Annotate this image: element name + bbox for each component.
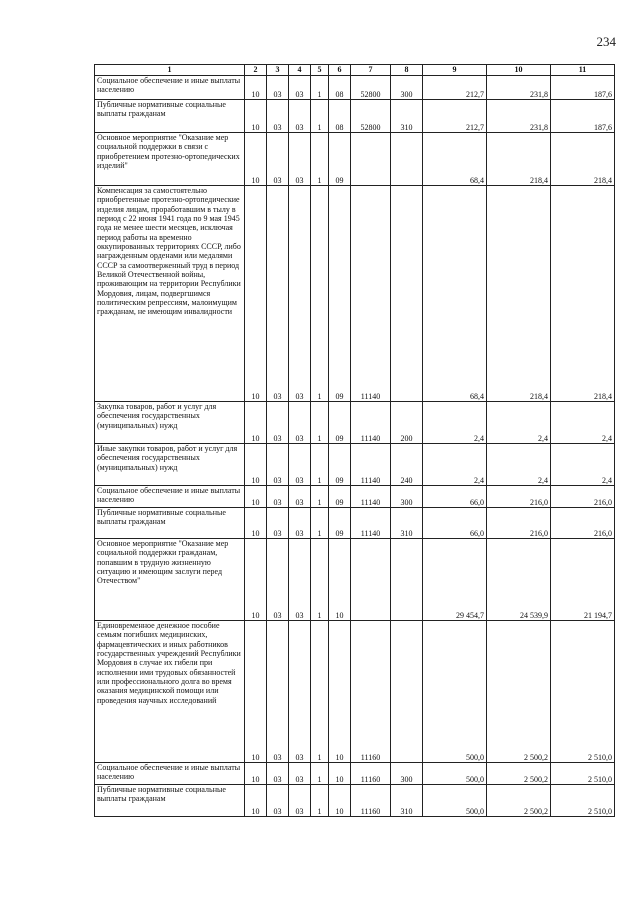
row-amount-v9: 66,0 bbox=[423, 486, 487, 508]
row-code-c5: 1 bbox=[311, 785, 329, 817]
row-code-c4: 03 bbox=[289, 508, 311, 539]
row-code-c7: 11140 bbox=[351, 508, 391, 539]
row-code-c3: 03 bbox=[267, 785, 289, 817]
column-header: 5 bbox=[311, 65, 329, 76]
row-amount-v11: 2 510,0 bbox=[551, 785, 615, 817]
row-code-c7: 52800 bbox=[351, 76, 391, 100]
row-description: Публичные нормативные социальные выплаты гражданам bbox=[95, 508, 245, 539]
row-code-c5: 1 bbox=[311, 186, 329, 402]
row-amount-v10: 24 539,9 bbox=[487, 539, 551, 621]
row-amount-v11: 216,0 bbox=[551, 486, 615, 508]
table-row bbox=[95, 621, 615, 763]
row-description: Компенсация за самостоятельно приобретенные протезно-ортопедические изделия лицам, проработавшим в тылу в период с 22 июня 1941 года по 9 мая 1945 года не менее шести месяцев, исключая период работы на временно оккупированных территориях СССР, либо награжденным орденами или медалями СССР за самоотверженный труд в период Великой Отечественной войны, проживающим на территории Республики Мордовия, лицам, подвергшимся политическим репрессиям, малоимущим гражданам, не имеющим инвалидности bbox=[95, 186, 245, 402]
row-code-c2: 10 bbox=[245, 76, 267, 100]
row-amount-v9: 29 454,7 bbox=[423, 539, 487, 621]
row-amount-v10: 231,8 bbox=[487, 100, 551, 133]
row-code-c3: 03 bbox=[267, 402, 289, 444]
budget-table bbox=[94, 64, 615, 817]
row-description: Единовременное денежное пособие семьям погибших медицинских, фармацевтических и иных работников государственных учреждений Республики Мордовия в случае их гибели при исполнении ими трудовых обязанностей или профессионального долга во время оказания медицинской помощи или проведения научных исследований bbox=[95, 621, 245, 763]
row-code-c7: 11140 bbox=[351, 444, 391, 486]
row-description: Закупка товаров, работ и услуг для обеспечения государственных (муниципальных) нужд bbox=[95, 402, 245, 444]
row-amount-v10: 216,0 bbox=[487, 508, 551, 539]
column-header: 3 bbox=[267, 65, 289, 76]
row-code-c8 bbox=[391, 621, 423, 763]
table-row bbox=[95, 402, 615, 444]
row-amount-v11: 187,6 bbox=[551, 76, 615, 100]
row-code-c6: 08 bbox=[329, 100, 351, 133]
row-code-c6: 08 bbox=[329, 76, 351, 100]
row-amount-v9: 2,4 bbox=[423, 402, 487, 444]
row-code-c5: 1 bbox=[311, 763, 329, 785]
table-row bbox=[95, 100, 615, 133]
row-code-c3: 03 bbox=[267, 100, 289, 133]
column-header: 8 bbox=[391, 65, 423, 76]
column-header: 1 bbox=[95, 65, 245, 76]
row-description: Основное мероприятие "Оказание мер социальной поддержки гражданам, попавшим в трудную жизненную ситуацию и имеющим заслуги перед Отечеством" bbox=[95, 539, 245, 621]
row-code-c8: 310 bbox=[391, 100, 423, 133]
row-code-c8 bbox=[391, 539, 423, 621]
row-code-c6: 10 bbox=[329, 539, 351, 621]
row-code-c3: 03 bbox=[267, 539, 289, 621]
row-description: Основное мероприятие "Оказание мер социальной поддержки в связи с приобретением протезно-ортопедических изделий" bbox=[95, 133, 245, 186]
row-amount-v11: 218,4 bbox=[551, 133, 615, 186]
row-code-c3: 03 bbox=[267, 76, 289, 100]
row-amount-v10: 2 500,2 bbox=[487, 621, 551, 763]
row-description: Социальное обеспечение и иные выплаты населению bbox=[95, 763, 245, 785]
row-code-c5: 1 bbox=[311, 486, 329, 508]
row-code-c7: 11160 bbox=[351, 763, 391, 785]
row-code-c5: 1 bbox=[311, 444, 329, 486]
table-row bbox=[95, 785, 615, 817]
row-code-c4: 03 bbox=[289, 444, 311, 486]
table-row bbox=[95, 444, 615, 486]
column-header: 10 bbox=[487, 65, 551, 76]
row-code-c8: 240 bbox=[391, 444, 423, 486]
row-code-c7 bbox=[351, 133, 391, 186]
row-amount-v11: 2,4 bbox=[551, 444, 615, 486]
row-amount-v9: 68,4 bbox=[423, 133, 487, 186]
row-code-c6: 09 bbox=[329, 486, 351, 508]
row-amount-v11: 187,6 bbox=[551, 100, 615, 133]
row-amount-v10: 216,0 bbox=[487, 486, 551, 508]
row-code-c4: 03 bbox=[289, 539, 311, 621]
row-code-c4: 03 bbox=[289, 621, 311, 763]
row-code-c4: 03 bbox=[289, 763, 311, 785]
row-code-c2: 10 bbox=[245, 486, 267, 508]
column-header: 9 bbox=[423, 65, 487, 76]
row-amount-v10: 2,4 bbox=[487, 402, 551, 444]
row-code-c4: 03 bbox=[289, 100, 311, 133]
row-code-c6: 09 bbox=[329, 402, 351, 444]
row-code-c2: 10 bbox=[245, 402, 267, 444]
row-code-c6: 09 bbox=[329, 508, 351, 539]
row-code-c4: 03 bbox=[289, 76, 311, 100]
row-code-c8 bbox=[391, 186, 423, 402]
row-code-c4: 03 bbox=[289, 133, 311, 186]
row-code-c7: 11140 bbox=[351, 486, 391, 508]
row-code-c2: 10 bbox=[245, 508, 267, 539]
column-header: 7 bbox=[351, 65, 391, 76]
row-amount-v11: 2 510,0 bbox=[551, 621, 615, 763]
table-row bbox=[95, 508, 615, 539]
header-row bbox=[95, 65, 615, 76]
row-amount-v10: 231,8 bbox=[487, 76, 551, 100]
page-number: 234 bbox=[596, 34, 616, 49]
row-code-c3: 03 bbox=[267, 186, 289, 402]
row-code-c6: 10 bbox=[329, 785, 351, 817]
row-code-c2: 10 bbox=[245, 539, 267, 621]
row-code-c8: 300 bbox=[391, 76, 423, 100]
row-code-c3: 03 bbox=[267, 444, 289, 486]
row-amount-v10: 218,4 bbox=[487, 133, 551, 186]
table-row bbox=[95, 133, 615, 186]
row-amount-v9: 212,7 bbox=[423, 76, 487, 100]
row-code-c5: 1 bbox=[311, 100, 329, 133]
row-code-c8 bbox=[391, 133, 423, 186]
row-code-c6: 09 bbox=[329, 133, 351, 186]
table-row bbox=[95, 539, 615, 621]
row-code-c2: 10 bbox=[245, 100, 267, 133]
row-code-c2: 10 bbox=[245, 763, 267, 785]
row-amount-v9: 500,0 bbox=[423, 621, 487, 763]
row-code-c6: 10 bbox=[329, 621, 351, 763]
row-code-c7 bbox=[351, 539, 391, 621]
row-amount-v9: 66,0 bbox=[423, 508, 487, 539]
column-header: 4 bbox=[289, 65, 311, 76]
row-amount-v10: 218,4 bbox=[487, 186, 551, 402]
table-row bbox=[95, 76, 615, 100]
row-amount-v10: 2,4 bbox=[487, 444, 551, 486]
row-code-c2: 10 bbox=[245, 186, 267, 402]
row-code-c8: 310 bbox=[391, 785, 423, 817]
row-code-c6: 10 bbox=[329, 763, 351, 785]
table-row bbox=[95, 763, 615, 785]
row-code-c5: 1 bbox=[311, 402, 329, 444]
row-code-c8: 300 bbox=[391, 486, 423, 508]
row-description: Публичные нормативные социальные выплаты гражданам bbox=[95, 100, 245, 133]
row-code-c6: 09 bbox=[329, 186, 351, 402]
column-header: 11 bbox=[551, 65, 615, 76]
row-code-c8: 300 bbox=[391, 763, 423, 785]
row-code-c2: 10 bbox=[245, 621, 267, 763]
row-description: Социальное обеспечение и иные выплаты населению bbox=[95, 76, 245, 100]
row-amount-v11: 218,4 bbox=[551, 186, 615, 402]
row-code-c3: 03 bbox=[267, 621, 289, 763]
row-amount-v11: 216,0 bbox=[551, 508, 615, 539]
row-code-c2: 10 bbox=[245, 785, 267, 817]
row-code-c7: 11160 bbox=[351, 621, 391, 763]
row-code-c5: 1 bbox=[311, 621, 329, 763]
row-code-c7: 11140 bbox=[351, 186, 391, 402]
row-description: Иные закупки товаров, работ и услуг для обеспечения государственных (муниципальных) нужд bbox=[95, 444, 245, 486]
row-code-c3: 03 bbox=[267, 763, 289, 785]
row-code-c3: 03 bbox=[267, 486, 289, 508]
row-code-c4: 03 bbox=[289, 785, 311, 817]
row-code-c2: 10 bbox=[245, 444, 267, 486]
row-amount-v9: 2,4 bbox=[423, 444, 487, 486]
row-code-c2: 10 bbox=[245, 133, 267, 186]
row-code-c7: 52800 bbox=[351, 100, 391, 133]
column-header: 6 bbox=[329, 65, 351, 76]
row-amount-v10: 2 500,2 bbox=[487, 785, 551, 817]
row-code-c7: 11160 bbox=[351, 785, 391, 817]
row-code-c5: 1 bbox=[311, 539, 329, 621]
row-code-c8: 310 bbox=[391, 508, 423, 539]
row-description: Публичные нормативные социальные выплаты гражданам bbox=[95, 785, 245, 817]
table-row bbox=[95, 486, 615, 508]
row-code-c5: 1 bbox=[311, 133, 329, 186]
row-code-c5: 1 bbox=[311, 508, 329, 539]
row-code-c3: 03 bbox=[267, 133, 289, 186]
row-amount-v10: 2 500,2 bbox=[487, 763, 551, 785]
row-amount-v9: 68,4 bbox=[423, 186, 487, 402]
row-code-c7: 11140 bbox=[351, 402, 391, 444]
row-code-c3: 03 bbox=[267, 508, 289, 539]
row-code-c4: 03 bbox=[289, 186, 311, 402]
row-amount-v11: 21 194,7 bbox=[551, 539, 615, 621]
row-code-c4: 03 bbox=[289, 486, 311, 508]
row-amount-v9: 500,0 bbox=[423, 785, 487, 817]
row-code-c5: 1 bbox=[311, 76, 329, 100]
row-code-c4: 03 bbox=[289, 402, 311, 444]
row-code-c6: 09 bbox=[329, 444, 351, 486]
row-description: Социальное обеспечение и иные выплаты населению bbox=[95, 486, 245, 508]
row-amount-v11: 2 510,0 bbox=[551, 763, 615, 785]
column-header: 2 bbox=[245, 65, 267, 76]
row-amount-v11: 2,4 bbox=[551, 402, 615, 444]
row-amount-v9: 500,0 bbox=[423, 763, 487, 785]
row-code-c8: 200 bbox=[391, 402, 423, 444]
table-row bbox=[95, 186, 615, 402]
row-amount-v9: 212,7 bbox=[423, 100, 487, 133]
